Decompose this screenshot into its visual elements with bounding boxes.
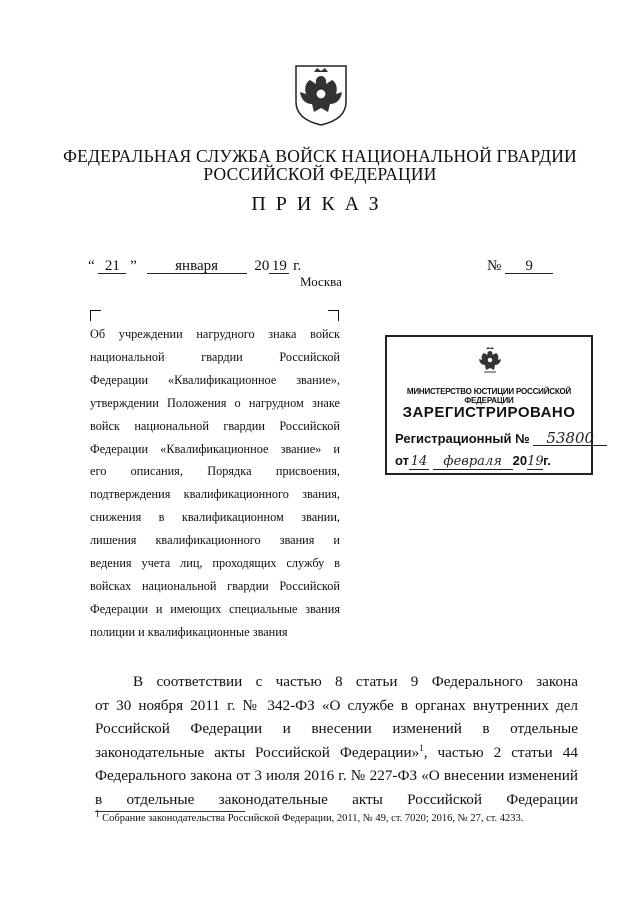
subject-corner-left	[90, 310, 101, 321]
subject-line: подтверждения квалификационного звания,	[90, 487, 340, 502]
subject-line: Федерации и имеющих специальные звания	[90, 601, 340, 616]
stamp-date	[395, 453, 551, 470]
subject-line: войск национальной гвардии Российской	[90, 418, 340, 433]
subject-corner-right	[328, 310, 339, 321]
footnote-ref: 1	[419, 742, 424, 753]
stamp-date-year-abbr: г.	[543, 453, 551, 468]
registration-stamp	[385, 335, 593, 475]
order-year-prefix: 20	[254, 258, 270, 274]
stamp-date-label: от	[395, 453, 409, 468]
body-line: от 30 ноября 2011 г. № 342-ФЗ «О службе в органах внутренних дел	[95, 696, 578, 714]
order-year-abbr: г.	[293, 258, 302, 274]
coat-of-arms-icon	[473, 345, 507, 379]
order-date	[88, 258, 301, 275]
body-line: В соответствии с частью 8 статьи 9 Федерального закона	[133, 673, 578, 690]
stamp-registration	[395, 431, 607, 446]
order-month: января	[147, 259, 247, 274]
subject-line: его описания, Порядка присвоения,	[90, 464, 340, 479]
order-body	[95, 670, 578, 811]
body-line: Российской Федерации и внесении изменений в отдельные	[95, 720, 578, 737]
stamp-date-year-suffix: 19	[527, 454, 544, 469]
quote-open: “	[88, 258, 95, 274]
stamp-ministry: МИНИСТЕРСТВО ЮСТИЦИИ РОССИЙСКОЙ ФЕДЕРАЦИИ	[406, 387, 572, 405]
body-line: в отдельные законодательные акты Российской Федерации	[95, 790, 578, 808]
subject-line: войсках национальной гвардии Российской	[90, 578, 340, 593]
footnote-text: Собрание законодательства Российской Федерации, 2011, № 49, ст. 7020; 2016, № 27, ст. 4233.	[99, 813, 524, 824]
order-day: 21	[98, 259, 126, 274]
organization-name-line-1: ФЕДЕРАЛЬНАЯ СЛУЖБА ВОЙСК НАЦИОНАЛЬНОЙ ГВАРДИИ	[63, 146, 577, 166]
subject-line: полиции и квалификационные звания	[90, 624, 288, 639]
stamp-date-year-prefix: 20	[512, 453, 528, 468]
number-sign: №	[487, 258, 502, 274]
order-year-suffix: 19	[269, 259, 289, 274]
stamp-date-day: 14	[410, 454, 428, 469]
order-number-value: 9	[505, 259, 553, 274]
document-type-title: ПРИКАЗ	[251, 193, 389, 215]
subject-line: снижения в квалификационном звании,	[90, 510, 340, 525]
order-subject	[90, 323, 340, 644]
footnote	[95, 808, 524, 824]
body-line: Федерального закона от 3 июля 2016 г. № 227-ФЗ «О внесении изменений	[95, 767, 578, 784]
subject-line: национальной гвардии Российской	[90, 349, 340, 364]
footnote-divider	[95, 811, 245, 812]
stamp-date-month: февраля	[433, 455, 513, 470]
subject-line: утверждении Положения о нагрудном знаке	[90, 395, 340, 410]
subject-line: Об учреждении нагрудного знака войск	[90, 327, 340, 341]
subject-line: ведения учета лиц, проходящих службу в	[90, 556, 340, 571]
quote-close: ”	[130, 258, 137, 274]
footnote-marker: 1	[95, 808, 100, 819]
order-number	[487, 258, 553, 275]
stamp-reg-label: Регистрационный №	[395, 431, 530, 446]
body-line	[95, 741, 578, 765]
coat-of-arms-icon	[290, 62, 352, 126]
subject-line: Федерации «Квалификационное звание» и	[90, 441, 340, 456]
subject-line: лишения квалификационного звания и	[90, 533, 340, 548]
subject-line: Федерации «Квалификационное звание»,	[90, 372, 340, 387]
stamp-title: ЗАРЕГИСТРИРОВАНО	[402, 404, 576, 421]
body-line-tail: , частью 2 статьи 44	[423, 743, 578, 761]
organization-name-line-2: РОССИЙСКОЙ ФЕДЕРАЦИИ	[203, 164, 437, 184]
body-line-text: законодательные акты Российской Федерации»	[95, 743, 420, 761]
stamp-reg-number: 53800	[533, 431, 607, 446]
city: Москва	[300, 274, 342, 289]
